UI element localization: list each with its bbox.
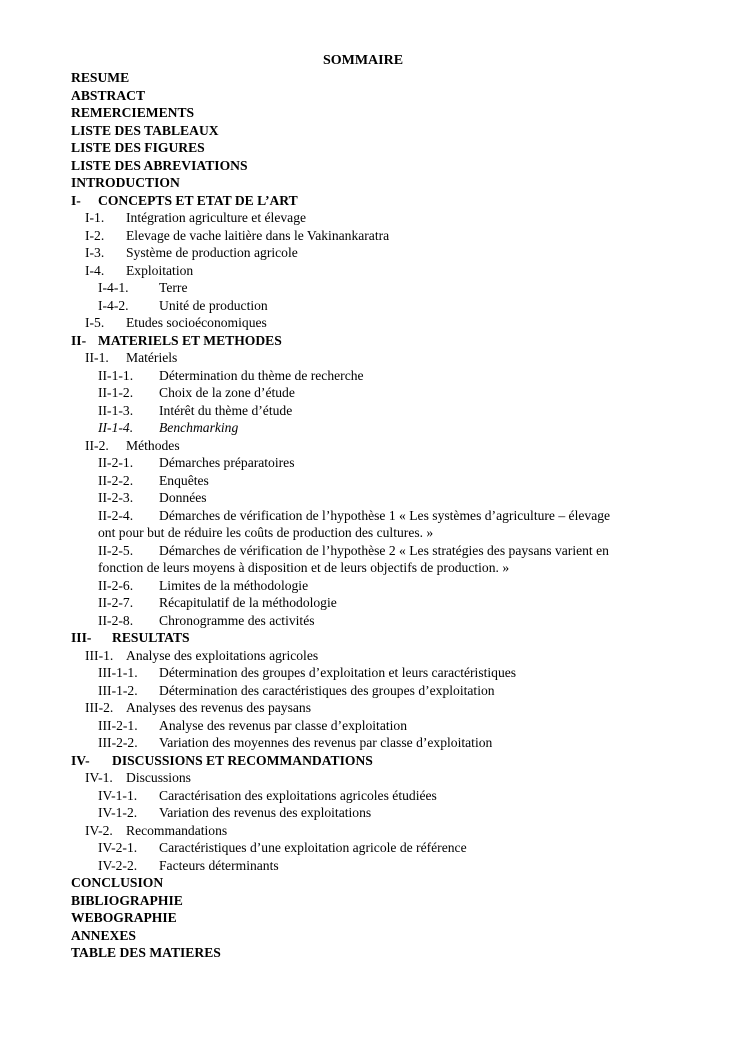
toc-entry-title: Variation des revenus des exploitations	[159, 805, 372, 820]
toc-entry-number: I-5.	[85, 315, 105, 330]
toc-entry-title: Unité de production	[159, 297, 268, 313]
toc-entry-title: Exploitation	[126, 262, 194, 278]
toc-entry	[0, 69, 745, 87]
toc-entry-title: Données	[159, 490, 207, 505]
toc-entry	[0, 594, 745, 612]
toc-entry	[0, 752, 745, 770]
toc-entry-number: III-1.	[85, 647, 114, 663]
toc-entry-title: Choix de la zone d’étude	[159, 385, 295, 400]
toc-entry-number: I-4.	[85, 262, 105, 278]
toc-entry-number: II-2-2.	[98, 472, 134, 488]
toc-entry-title: Analyse des revenus par classe d’exploitation	[159, 717, 408, 733]
toc-entry	[0, 717, 745, 735]
toc-entry	[0, 244, 745, 262]
toc-entry-title: Méthodes	[126, 437, 180, 453]
toc-entry-number: II-1-2.	[98, 385, 134, 400]
toc-entry-number: II-2-7.	[98, 595, 134, 610]
toc-entry-title: Etudes socioéconomiques	[126, 315, 267, 330]
toc-entry-title: ANNEXES	[71, 927, 136, 943]
toc-entry-number: III-2-1.	[98, 717, 138, 733]
toc-entry-number: IV-2-2.	[98, 857, 138, 873]
toc-entry	[0, 769, 745, 787]
toc-entry-title: LISTE DES FIGURES	[71, 140, 205, 155]
toc-entry-title: ont pour but de réduire les coûts de production des cultures. »	[98, 525, 434, 540]
toc-entry-title: Limites de la méthodologie	[159, 577, 309, 593]
toc-entry-title: Démarches de vérification de l’hypothèse 2 « Les stratégies des paysans varient en	[159, 542, 609, 558]
toc-entry	[0, 349, 745, 367]
toc-entry-title: Discussions	[126, 770, 191, 785]
toc-entry	[0, 874, 745, 892]
toc-entry-title: BIBLIOGRAPHIE	[71, 892, 183, 908]
toc-entry-title: Chronogramme des activités	[159, 612, 315, 628]
toc-entry-title: Enquêtes	[159, 472, 209, 488]
toc-entry	[0, 857, 745, 875]
toc-entry-number: II-2.	[85, 437, 109, 453]
toc-entry	[0, 507, 745, 525]
toc-entry	[0, 699, 745, 717]
toc-entry	[0, 577, 745, 595]
toc-entry	[0, 822, 745, 840]
toc-entry-number: II-	[71, 332, 87, 348]
toc-entry-number: IV-1-1.	[98, 787, 138, 803]
toc-entry-title: LISTE DES TABLEAUX	[71, 122, 219, 138]
toc-entry-number: II-2-4.	[98, 507, 134, 523]
toc-entry	[0, 332, 745, 350]
toc-entry	[0, 454, 745, 472]
toc-entry-title: Caractéristiques d’une exploitation agricole de référence	[159, 840, 467, 855]
toc-entry	[0, 612, 745, 630]
toc-entry-number: II-2-6.	[98, 577, 134, 593]
toc-entry-number: II-1-1.	[98, 367, 134, 383]
toc-entry-title: LISTE DES ABREVIATIONS	[71, 157, 248, 173]
toc-entry	[0, 629, 745, 647]
toc-entry-title: CONCEPTS ET ETAT DE L’ART	[98, 192, 298, 208]
toc-entry	[0, 227, 745, 245]
toc-entry	[0, 472, 745, 490]
toc-entry-title: Détermination des groupes d’exploitation et leurs caractéristiques	[159, 665, 517, 680]
toc-entry	[0, 664, 745, 682]
toc-entry-title: Facteurs déterminants	[159, 857, 279, 873]
toc-entry-number: I-4-2.	[98, 297, 129, 313]
toc-entry	[0, 682, 745, 700]
toc-entry-title: Recommandations	[126, 822, 228, 838]
toc-entry-title: INTRODUCTION	[71, 175, 180, 190]
toc-entry-title: Caractérisation des exploitations agricoles étudiées	[159, 787, 437, 803]
toc-entry-number: IV-1-2.	[98, 805, 138, 820]
toc-entry-title: CONCLUSION	[71, 875, 164, 890]
toc-entry-title: Analyse des exploitations agricoles	[126, 647, 319, 663]
toc-entry-number: II-2-8.	[98, 612, 134, 628]
toc-entry	[0, 839, 745, 857]
toc-entry	[0, 437, 745, 455]
toc-entry-title: Variation des moyennes des revenus par classe d’exploitation	[159, 735, 493, 750]
toc-entry	[0, 787, 745, 805]
toc-entry-number: IV-	[71, 752, 90, 768]
toc-entry-title: Détermination du thème de recherche	[159, 367, 364, 383]
toc-entry-number: I-1.	[85, 210, 105, 225]
toc-entry-number: II-1-4.	[98, 420, 134, 435]
toc-entry-number: I-2.	[85, 227, 105, 243]
toc-entry	[0, 209, 745, 227]
toc-entry	[0, 559, 745, 577]
toc-entry-number: I-3.	[85, 245, 105, 260]
toc-entry	[0, 122, 745, 140]
toc-entry	[0, 734, 745, 752]
toc-entry-title: Matériels	[126, 350, 178, 365]
toc-entry	[0, 944, 745, 962]
page-title: SOMMAIRE	[322, 53, 404, 68]
toc-entry	[0, 542, 745, 560]
toc-entry-number: II-2-3.	[98, 490, 134, 505]
toc-entry-title: Terre	[159, 280, 188, 295]
toc-entry	[0, 384, 745, 402]
toc-entry-title: RESUME	[71, 70, 130, 85]
toc-entry-number: III-1-2.	[98, 682, 138, 698]
toc-entry-number: IV-1.	[85, 770, 113, 785]
toc-entry	[0, 157, 745, 175]
toc-entry-title: Démarches préparatoires	[159, 455, 295, 470]
toc-entry	[0, 647, 745, 665]
toc-entry	[0, 104, 745, 122]
toc-entry-number: I-4-1.	[98, 280, 129, 295]
toc-entry-number: I-	[71, 192, 81, 208]
toc-entry	[0, 927, 745, 945]
toc-entry-title: DISCUSSIONS ET RECOMMANDATIONS	[112, 752, 373, 768]
toc-entry-number: III-2.	[85, 700, 114, 715]
toc-entry-title: RESULTATS	[112, 630, 190, 645]
toc-entry-number: III-2-2.	[98, 735, 138, 750]
toc-entry	[0, 87, 745, 105]
toc-entry-title: MATERIELS ET METHODES	[98, 332, 282, 348]
toc-entry	[0, 192, 745, 210]
toc-entry	[0, 367, 745, 385]
toc-entry	[0, 402, 745, 420]
toc-entry-title: ABSTRACT	[71, 87, 146, 103]
toc-entry	[0, 297, 745, 315]
toc-entry-number: II-1.	[85, 350, 109, 365]
toc-entry-title: TABLE DES MATIERES	[71, 945, 221, 960]
toc-entry	[0, 804, 745, 822]
toc-entry-number: IV-2-1.	[98, 840, 138, 855]
toc-entry	[0, 279, 745, 297]
toc-entry-number: III-	[71, 630, 92, 645]
toc-entry-title: Elevage de vache laitière dans le Vakinankaratra	[126, 227, 390, 243]
toc-entry-title: Intégration agriculture et élevage	[126, 210, 307, 225]
toc-entry	[0, 419, 745, 437]
toc-entry	[0, 314, 745, 332]
toc-entry-title: REMERCIEMENTS	[71, 105, 195, 120]
toc-entry	[0, 892, 745, 910]
toc-entry-number: II-2-1.	[98, 455, 134, 470]
toc-entry-title: Intérêt du thème d’étude	[159, 402, 293, 418]
toc-entry-number: II-2-5.	[98, 542, 134, 558]
toc-entry-title: Démarches de vérification de l’hypothèse 1 « Les systèmes d’agriculture – élevage	[159, 507, 611, 523]
toc-entry	[0, 909, 745, 927]
toc-entry	[0, 524, 745, 542]
toc-entry-title: fonction de leurs moyens à disposition et de leurs objectifs de production. »	[98, 560, 510, 575]
toc-entry	[0, 489, 745, 507]
toc-entry-number: IV-2.	[85, 822, 113, 838]
toc-entry-title: Benchmarking	[159, 420, 239, 435]
toc-entry-number: II-1-3.	[98, 402, 134, 418]
toc-entry-title: WEBOGRAPHIE	[71, 910, 177, 925]
toc-entry	[0, 174, 745, 192]
toc-entry-title: Analyses des revenus des paysans	[126, 700, 311, 715]
toc-entry-title: Récapitulatif de la méthodologie	[159, 595, 337, 610]
toc-entry	[0, 262, 745, 280]
toc-entry	[0, 139, 745, 157]
toc-entry-number: III-1-1.	[98, 665, 138, 680]
toc-entry-title: Détermination des caractéristiques des groupes d’exploitation	[159, 682, 495, 698]
toc-entry-title: Système de production agricole	[126, 245, 298, 260]
